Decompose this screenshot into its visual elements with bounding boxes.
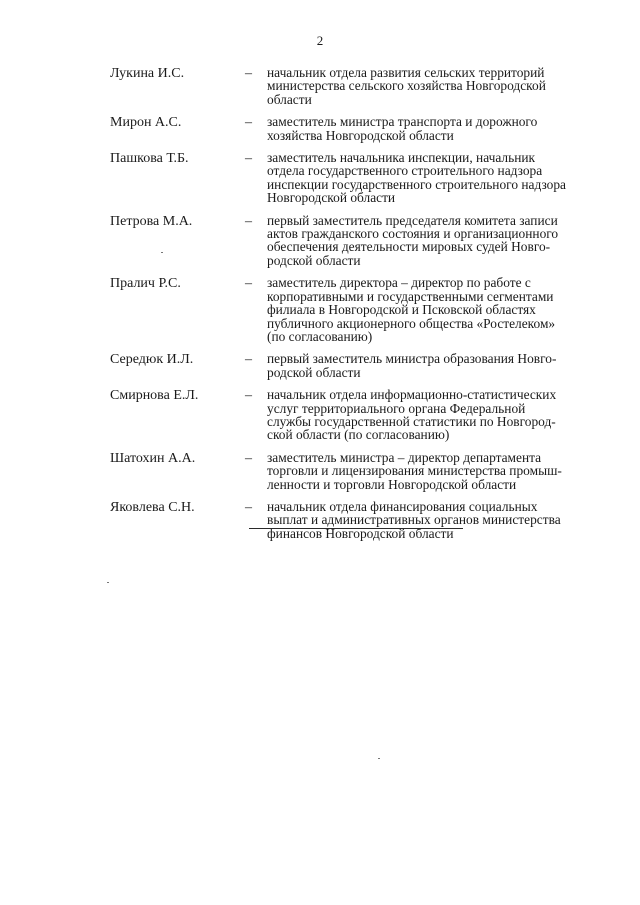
member-name: Яковлева С.Н. (110, 499, 195, 515)
position-line: начальник отдела развития сельских территорий (267, 65, 545, 80)
member-position (267, 214, 602, 268)
position-line: ской области (по согласованию) (267, 427, 450, 443)
member-position (267, 388, 602, 442)
position-line: услуг территориального органа Федеральной (267, 400, 526, 416)
scan-speck (107, 582, 109, 583)
position-line: начальник отдела информационно-статистических (267, 387, 557, 403)
position-line: обеспечения деятельности мировых судей Новго- (267, 239, 551, 255)
list-item (110, 352, 610, 379)
position-line: хозяйства Новгородской области (267, 127, 454, 143)
position-line: ленности и торговли Новгородской области (267, 476, 517, 492)
position-line: финансов Новгородской области (267, 525, 454, 541)
dash-separator: – (245, 276, 252, 292)
member-position (267, 352, 602, 379)
position-line: Новгородской области (267, 190, 396, 206)
member-position (267, 151, 602, 205)
member-name: Пралич Р.С. (110, 276, 181, 292)
member-name: Смирнова Е.Л. (110, 388, 199, 404)
list-item (110, 66, 610, 106)
member-name: Мирон А.С. (110, 115, 182, 131)
member-name: Середюк И.Л. (110, 352, 194, 368)
member-position (267, 115, 602, 142)
position-line: отдела государственного строительного надзора (267, 163, 543, 179)
list-item (110, 214, 610, 268)
members-list (110, 66, 610, 549)
scan-speck (378, 758, 380, 759)
scan-speck (161, 252, 163, 253)
position-line: заместитель начальника инспекции, начальник (267, 150, 536, 166)
position-line: заместитель министра – директор департамента (267, 449, 542, 465)
member-position (267, 276, 602, 343)
position-line: актов гражданского состояния и организационного (267, 226, 559, 242)
page-number: 2 (316, 33, 324, 48)
position-line: родской области (267, 364, 361, 380)
position-line: министерства сельского хозяйства Новгородской (267, 78, 546, 94)
dash-separator: – (245, 151, 252, 167)
member-name: Лукина И.С. (110, 66, 185, 81)
position-line: начальник отдела финансирования социальных (267, 498, 538, 514)
position-line: заместитель директора – директор по работе с (267, 275, 531, 291)
position-line: заместитель министра транспорта и дорожного (267, 114, 538, 130)
list-item (110, 388, 610, 442)
dash-separator: – (245, 499, 252, 515)
member-position (267, 451, 602, 491)
closing-rule (249, 528, 463, 529)
dash-separator: – (245, 388, 252, 404)
list-item (110, 500, 610, 540)
dash-separator: – (245, 66, 252, 81)
dash-separator: – (245, 115, 252, 131)
member-position (267, 500, 602, 540)
position-line: родской области (267, 252, 361, 268)
member-name: Шатохин А.А. (110, 450, 196, 466)
member-name: Пашкова Т.Б. (110, 151, 189, 167)
list-item (110, 451, 610, 491)
position-line: инспекции государственного строительного надзора (267, 176, 566, 192)
position-line: службы государственной статистики по Новгород- (267, 413, 556, 429)
member-position (267, 66, 602, 106)
position-line: корпоративными и государственными сегментами (267, 288, 554, 304)
position-line: выплат и административных органов министерства (267, 512, 561, 528)
position-line: области (267, 91, 312, 107)
list-item (110, 276, 610, 343)
dash-separator: – (245, 450, 252, 466)
dash-separator: – (245, 352, 252, 368)
position-line: (по согласованию) (267, 328, 373, 344)
position-line: публичного акционерного общества «Ростелеком» (267, 315, 556, 331)
position-line: первый заместитель министра образования Новго- (267, 351, 557, 367)
position-line: первый заместитель председателя комитета записи (267, 212, 558, 228)
list-item (110, 151, 610, 205)
list-item (110, 115, 610, 142)
position-line: торговли и лицензирования министерства промыш- (267, 463, 562, 479)
member-name: Петрова М.А. (110, 213, 193, 229)
position-line: филиала в Новгородской и Псковской областях (267, 302, 536, 318)
dash-separator: – (245, 213, 252, 229)
